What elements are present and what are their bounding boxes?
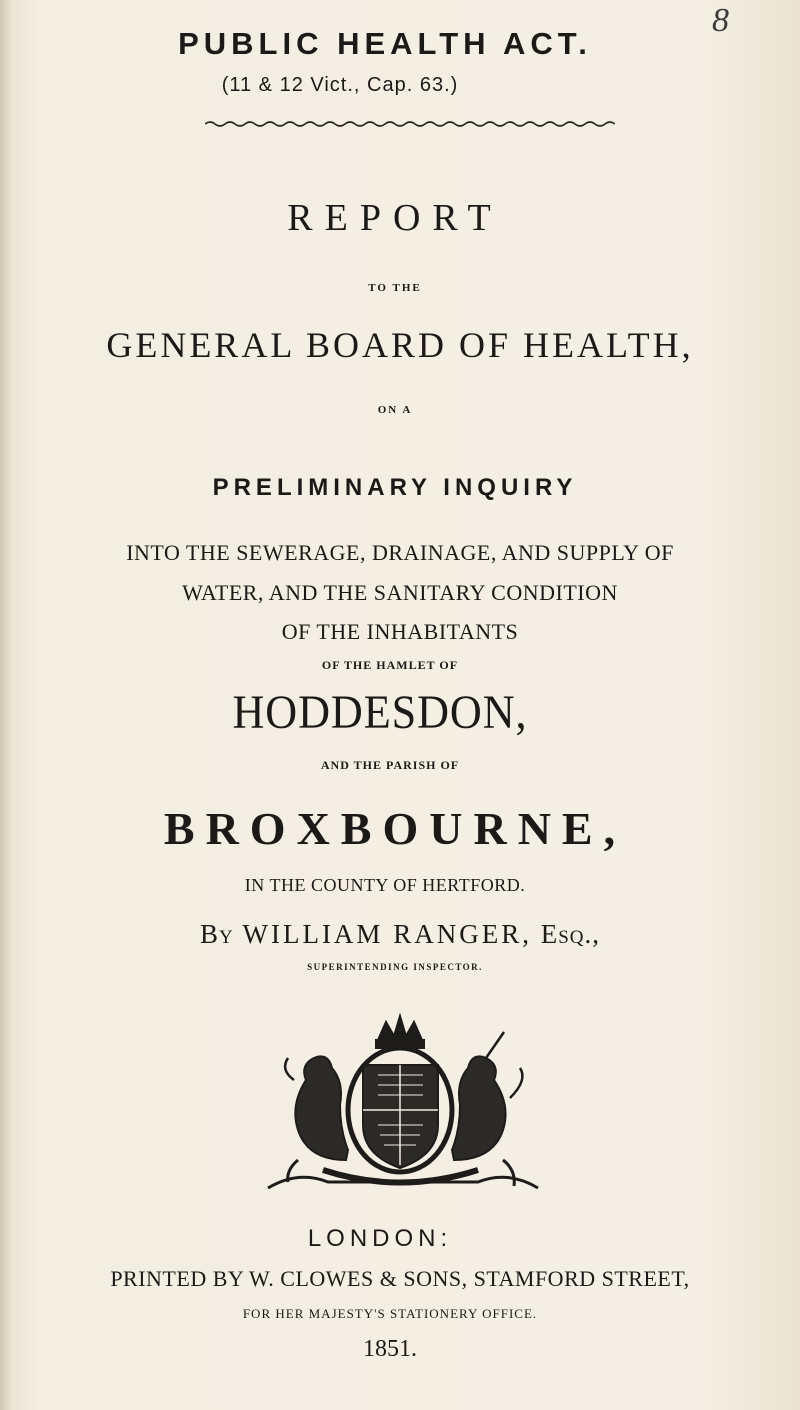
- wavy-rule: [205, 118, 615, 130]
- on-a-line: ON A: [377, 404, 413, 416]
- author-by: By: [200, 919, 234, 949]
- subject-line-1: INTO THE SEWERAGE, DRAINAGE, AND SUPPLY OF: [126, 540, 674, 565]
- to-the-line: TO THE: [368, 282, 422, 294]
- report-heading: REPORT: [287, 197, 503, 239]
- hamlet-intro: OF THE HAMLET OF: [321, 658, 459, 672]
- corner-mark: 8: [712, 2, 729, 39]
- hamlet-name: HODDESDON,: [232, 686, 528, 739]
- act-title: PUBLIC HEALTH ACT.: [178, 26, 592, 61]
- act-citation: (11 & 12 Vict., Cap. 63.): [221, 74, 459, 96]
- royal-coat-of-arms-icon: [228, 1010, 573, 1205]
- author-role: SUPERINTENDING INSPECTOR.: [307, 962, 483, 972]
- county-line: IN THE COUNTY OF HERTFORD.: [244, 875, 526, 895]
- publication-year: 1851.: [363, 1336, 417, 1362]
- parish-name: BROXBOURNE,: [163, 803, 627, 854]
- board-title: GENERAL BOARD OF HEALTH,: [106, 325, 694, 365]
- office-line: FOR HER MAJESTY'S STATIONERY OFFICE.: [242, 1306, 538, 1321]
- author-suffix: Esq.,: [540, 919, 600, 949]
- parish-intro: AND THE PARISH OF: [320, 758, 460, 772]
- printer-line: PRINTED BY W. CLOWES & SONS, STAMFORD STREET,: [110, 1266, 690, 1291]
- inquiry-title: PRELIMINARY INQUIRY: [212, 474, 578, 501]
- subject-line-3: OF THE INHABITANTS: [281, 619, 519, 644]
- subject-line-2: WATER, AND THE SANITARY CONDITION: [182, 580, 618, 605]
- imprint-city: LONDON:: [307, 1225, 453, 1252]
- author-line: [0, 919, 800, 950]
- author-name: WILLIAM RANGER,: [242, 919, 532, 949]
